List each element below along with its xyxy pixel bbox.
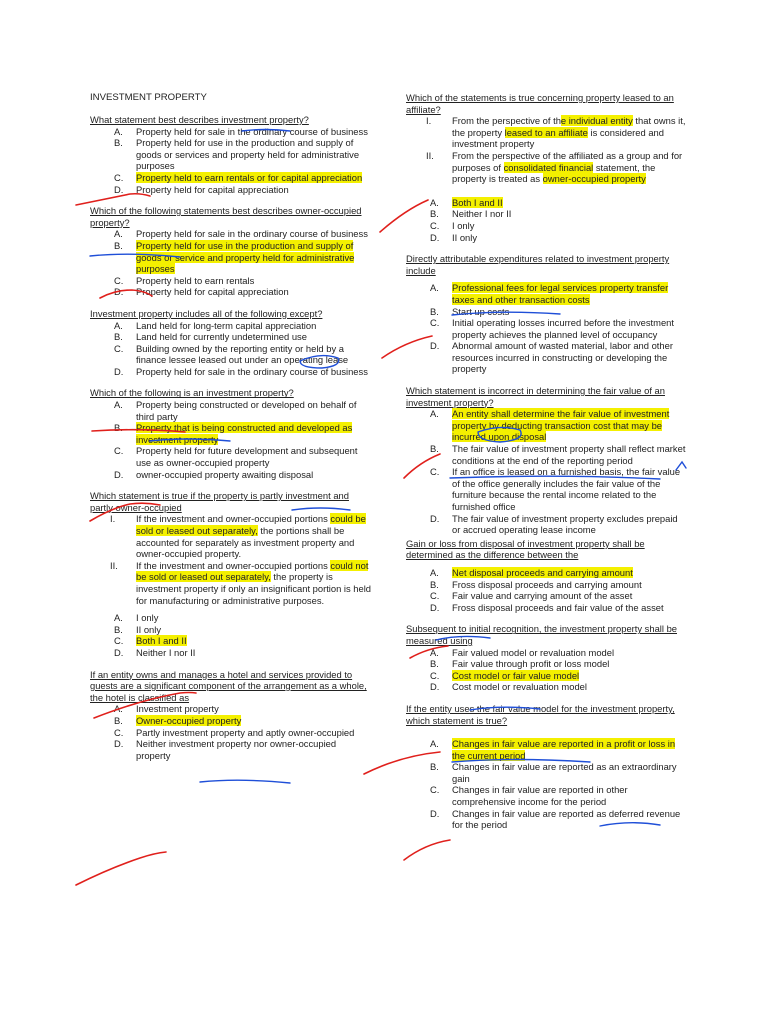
highlighted-text: leased to an affiliate bbox=[504, 126, 588, 138]
option-b: B. Neither I nor II bbox=[430, 208, 512, 220]
option-c: C. Fair value and carrying amount of the asset bbox=[430, 590, 633, 602]
highlighted-answer: Both I and II bbox=[452, 196, 503, 208]
option-c: C. Changes in fair value are reported in other comprehensive income for the period bbox=[430, 784, 628, 808]
option-b: B. Property held for use in the production and supply of goods or service and property held for administrative purposes bbox=[114, 239, 355, 275]
option-b: B. The fair value of investment property shall reflect market conditions at the end of the reporting period bbox=[430, 443, 686, 466]
option-a: A. Fair valued model or revaluation model bbox=[430, 646, 615, 658]
red-tick-mark bbox=[404, 840, 450, 860]
option-d: D. Changes in fair value are reported as deferred revenue for the period bbox=[430, 807, 681, 831]
question-stem: Which of the following statements best describes owner-occupied property? bbox=[90, 205, 362, 228]
question-stem: Which of the following is an investment property? bbox=[90, 387, 294, 399]
highlighted-answer: Changes in fair value are reported in a profit or loss in the current period bbox=[452, 738, 676, 761]
question bbox=[406, 253, 688, 375]
question-stem: Which statement is true if the property is partly investment and partly owner-occupied bbox=[90, 490, 349, 513]
question-stem: What statement best describes investment property? bbox=[90, 114, 309, 125]
option-a: A. Property held for sale in the ordinary course of business bbox=[114, 125, 368, 137]
option-a: A. Changes in fair value are reported in a profit or loss in the current period bbox=[430, 738, 676, 761]
option-c: C. Property held to earn rentals bbox=[114, 274, 255, 286]
highlighted-answer: An entity shall determine the fair value of investment property by deducting transaction cost that may be incurred upon disposal bbox=[452, 408, 670, 443]
option-c: C. If an office is leased on a furnished basis, the fair value of the office generally includes the fair value of the furniture because the rental income related to the furnished office bbox=[430, 466, 681, 512]
blue-underline bbox=[200, 780, 290, 783]
option-d: D. Abnormal amount of wasted material, labor and other resources incurred in constructing or developing the property bbox=[430, 340, 673, 375]
highlighted-answer: Property that is being constructed and developed as investment property bbox=[136, 422, 353, 445]
option-d: D. Property held for capital appreciation bbox=[114, 183, 289, 195]
statement-i: I. If the investment and owner-occupied portions could be sold or leased out separately, the portions shall be accounted for separately as investment property and owner-occupied property. bbox=[110, 513, 366, 560]
option-c: C. Property held to earn rentals or for capital appreciation bbox=[114, 171, 363, 183]
highlighted-answer: Net disposal proceeds and carrying amount bbox=[452, 566, 633, 578]
highlighted-answer: Owner-occupied property bbox=[136, 714, 242, 726]
option-b: B. II only bbox=[114, 623, 162, 635]
question-stem: If an entity owns and manages a hotel and services provided to guests are a significant component of the arrangement as a whole, the hotel is classified as bbox=[90, 668, 367, 703]
option-b: B. Start up costs bbox=[430, 305, 510, 317]
left-column bbox=[90, 92, 372, 771]
option-a: A. Property held for sale in the ordinary course of business bbox=[114, 228, 368, 240]
question bbox=[406, 92, 688, 243]
option-c: C. Both I and II bbox=[114, 635, 187, 647]
question bbox=[90, 205, 372, 298]
option-d: D. Fross disposal proceeds and fair value of the asset bbox=[430, 601, 664, 613]
question-stem: Subsequent to initial recognition, the investment property shall be measured using bbox=[406, 623, 677, 646]
option-a: A. Investment property bbox=[114, 703, 219, 715]
statement-i: I. From the perspective of the individual entity that owns it, the property leased to an affiliate is considered and investment property bbox=[426, 115, 686, 150]
option-c: C. Partly investment property and aptly owner-occupied bbox=[114, 726, 355, 738]
question-stem: Which of the statements is true concerning property leased to an affiliate? bbox=[406, 92, 674, 115]
highlighted-text: could be sold or leased out separately, bbox=[136, 513, 366, 536]
question bbox=[406, 385, 688, 536]
option-b: B. Property held for use in the production and supply of goods or services and property held for administrative purposes bbox=[114, 137, 360, 172]
option-a: A. Professional fees for legal services property transfer taxes and other transaction costs bbox=[430, 282, 669, 305]
highlighted-answer: Cost model or fair value model bbox=[452, 669, 580, 681]
option-b: B. Owner-occupied property bbox=[114, 714, 242, 726]
question-stem: Which statement is incorrect in determining the fair value of an investment property? bbox=[406, 385, 665, 408]
question-stem: Gain or loss from disposal of investment property shall be determined as the difference between the bbox=[406, 537, 645, 561]
highlighted-text: owner-occupied property bbox=[542, 173, 646, 185]
option-d: D. Cost model or revaluation model bbox=[430, 681, 587, 693]
red-tick-mark bbox=[76, 852, 166, 885]
option-b: B. Fross disposal proceeds and carrying amount bbox=[430, 578, 642, 590]
option-d: D. owner-occupied property awaiting disposal bbox=[114, 468, 314, 480]
option-d: D. Neither investment property nor owner-occupied property bbox=[114, 738, 337, 761]
option-b: B. Changes in fair value are reported as an extraordinary gain bbox=[430, 761, 677, 784]
question bbox=[406, 703, 688, 831]
question-stem: Directly attributable expenditures related to investment property include bbox=[406, 253, 670, 276]
highlighted-answer: Property held for use in the production and supply of goods or service and property held for administrative purposes bbox=[136, 239, 355, 275]
option-d: D. Property held for sale in the ordinary course of business bbox=[114, 365, 368, 377]
option-a: A. Both I and II bbox=[430, 196, 503, 208]
question bbox=[90, 387, 372, 480]
statement-ii: II. If the investment and owner-occupied portions could not be sold or leased out separately, the property is investment property if only an insignificant portion is held for manufacturing or administrative purposes. bbox=[110, 559, 372, 606]
option-c: C. Initial operating losses incurred before the investment property achieves the planned level of occupancy bbox=[430, 317, 674, 340]
option-a: A. Property being constructed or developed on behalf of third party bbox=[114, 399, 357, 422]
question bbox=[406, 623, 688, 693]
option-a: A. Net disposal proceeds and carrying amount bbox=[430, 566, 633, 578]
option-d: D. The fair value of investment property excludes prepaid or accrued operating lease income bbox=[430, 512, 678, 536]
option-c: C. I only bbox=[430, 219, 475, 231]
option-a: A. I only bbox=[114, 612, 159, 624]
option-c: C. Property held for future development and subsequent use as owner-occupied property bbox=[114, 445, 358, 469]
option-d: D. II only bbox=[430, 231, 478, 243]
right-column bbox=[406, 92, 688, 841]
option-d: D. Neither I nor II bbox=[114, 646, 196, 658]
option-a: A. An entity shall determine the fair value of investment property by deducting transaction cost that may be incurred upon disposal bbox=[430, 408, 670, 443]
statement-ii: II. From the perspective of the affiliated as a group and for purposes of consolidated financial statement, the property is treated as owner-occupied property bbox=[426, 149, 683, 185]
highlighted-text: consolidated financial bbox=[503, 161, 594, 173]
option-b: B. Fair value through profit or loss model bbox=[430, 658, 610, 670]
highlighted-answer: Both I and II bbox=[136, 635, 187, 647]
highlighted-answer: Property held to earn rentals or for capital appreciation bbox=[136, 171, 363, 183]
option-d: D. Property held for capital appreciation bbox=[114, 286, 289, 298]
option-b: B. Property that is being constructed and developed as investment property bbox=[114, 422, 353, 445]
question-stem: Investment property includes all of the following except? bbox=[90, 307, 323, 319]
option-c: C. Cost model or fair value model bbox=[430, 669, 580, 681]
highlighted-text: could not be sold or leased out separately, bbox=[136, 559, 369, 583]
question bbox=[90, 308, 372, 378]
option-a: A. Land held for long-term capital appreciation bbox=[114, 319, 317, 331]
question bbox=[90, 669, 372, 762]
question bbox=[90, 114, 372, 195]
question-stem: If the entity uses the fair value model for the investment property, which statement is true? bbox=[406, 702, 675, 726]
question bbox=[90, 490, 372, 658]
document-title: INVESTMENT PROPERTY bbox=[90, 92, 207, 103]
question bbox=[406, 538, 688, 614]
highlighted-answer: Professional fees for legal services property transfer taxes and other transaction costs bbox=[452, 282, 669, 305]
option-b: B. Land held for currently undetermined use bbox=[114, 331, 307, 343]
highlighted-text: e individual entity bbox=[560, 115, 633, 127]
option-c: C. Building owned by the reporting entity or held by a finance lessee leased out under an operating lease bbox=[114, 342, 349, 366]
